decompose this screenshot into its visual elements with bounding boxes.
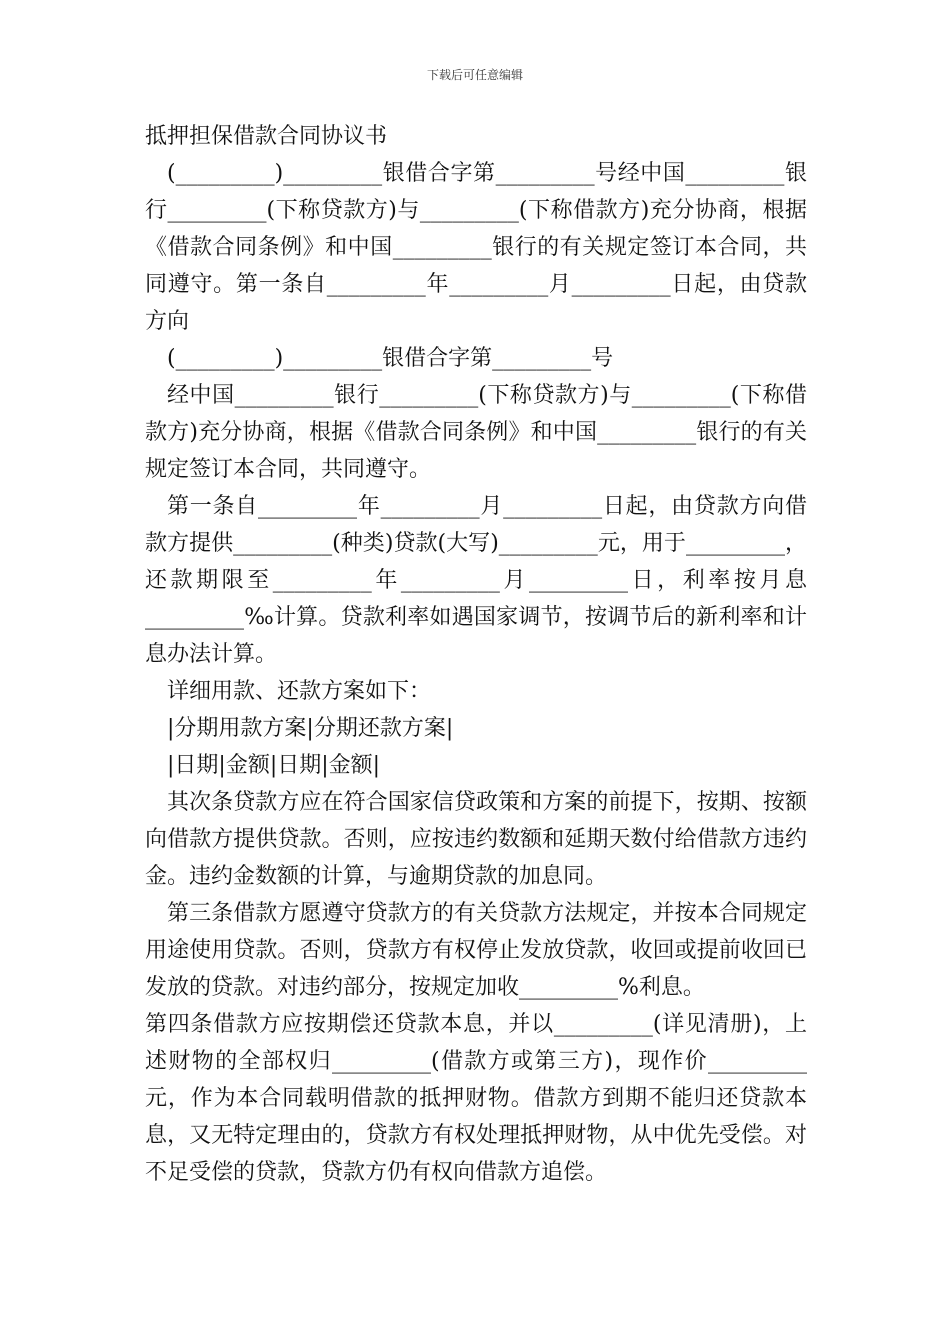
paragraph-article-4: 第四条借款方应按期偿还贷款本息，并以_________(详见清册)，上述财物的全部权归_________(借款方或第三方)，现作价_________元，作为本合同载明借款的抵押财物。借款方到期不能归还贷款本息，又无特定理由的，贷款方有权处理抵押财物，从中优先受偿。对不足受偿的贷款，贷款方仍有权向借款方追偿。 — [145, 1012, 807, 1185]
paragraph-contract-intro: (_________)_________银借合字第_________号经中国_________银行_________(下称贷款方)与_________(下称借款方)充分协商，根据《借款合同条例》和中国_________银行的有关规定签订本合同，共同遵守。第一条自_________年_________月_________日起，由贷款方向 — [145, 161, 807, 334]
document-title: 抵押担保借款合同协议书 — [145, 124, 388, 149]
paragraph-contract-number: (_________)_________银借合字第_________号 — [167, 346, 614, 371]
plan-table-header: |分期用款方案|分期还款方案| — [167, 716, 454, 741]
paragraph-article-1: 第一条自_________年_________月_________日起，由贷款方向借款方提供_________(种类)贷款(大写)_________元，用于_________，还款期限至_________年_________月_________日，利率按月息_________‰计算。贷款利率如遇国家调节，按调节后的新利率和计息办法计算。 — [145, 494, 807, 667]
document-body — [145, 118, 807, 1191]
paragraph-article-3: 第三条借款方愿遵守贷款方的有关贷款方法规定，并按本合同规定用途使用贷款。否则，贷款方有权停止发放贷款，收回或提前收回已发放的贷款。对违约部分，按规定加收_________%利息。 — [145, 901, 807, 1000]
page-header: 下载后可任意编辑 — [426, 68, 523, 82]
paragraph-parties: 经中国_________银行_________(下称贷款方)与_________(下称借款方)充分协商，根据《借款合同条例》和中国_________银行的有关规定签订本合同，共同遵守。 — [145, 383, 807, 482]
paragraph-article-2: 其次条贷款方应在符合国家信贷政策和方案的前提下，按期、按额向借款方提供贷款。否则，应按违约数额和延期天数付给借款方违约金。违约金数额的计算，与逾期贷款的加息同。 — [145, 790, 807, 889]
plan-table-columns: |日期|金额|日期|金额| — [167, 753, 381, 778]
paragraph-plan-intro: 详细用款、还款方案如下： — [167, 679, 432, 704]
